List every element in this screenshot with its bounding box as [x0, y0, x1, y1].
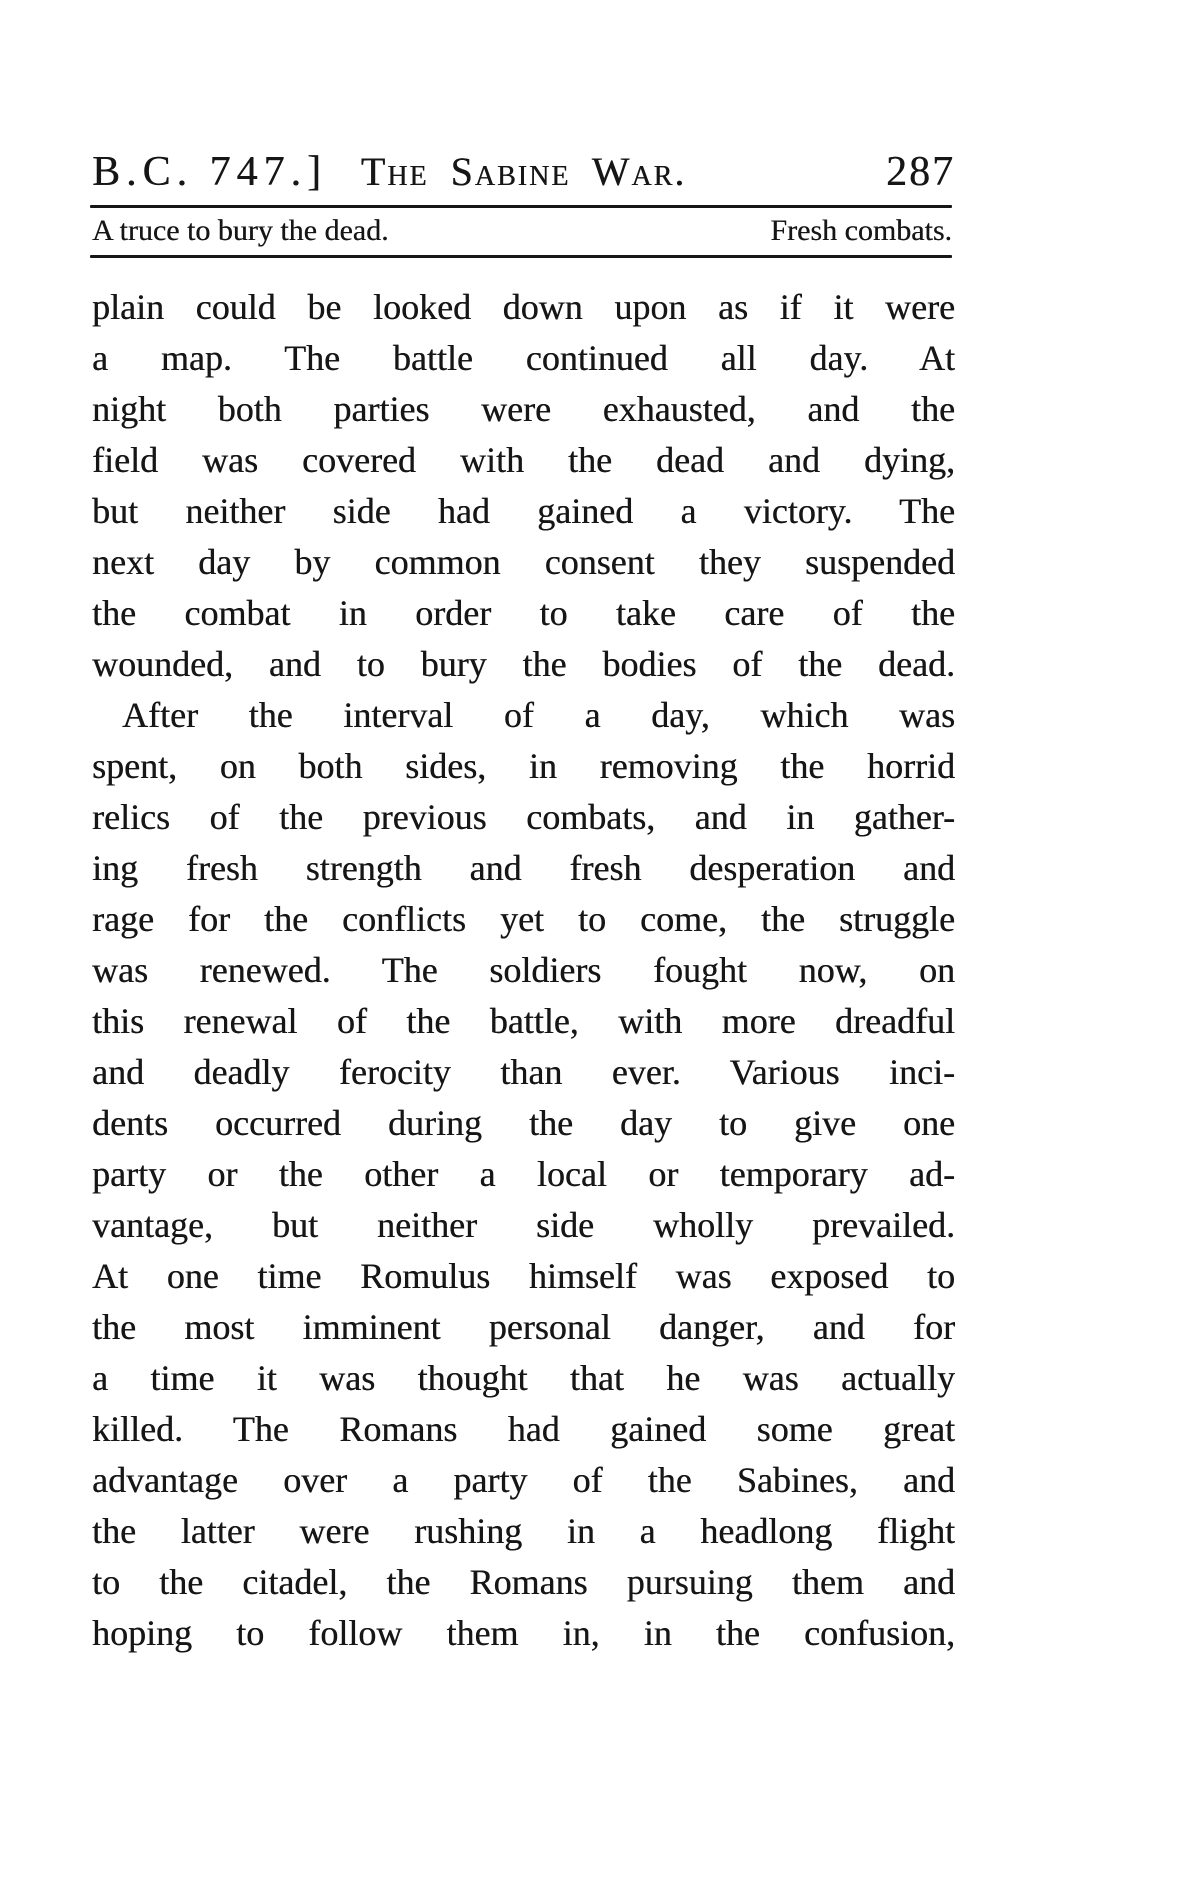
header-rule-top	[90, 205, 952, 208]
text-line: field was covered with the dead and dying,	[92, 440, 955, 480]
text-line: and deadly ferocity than ever. Various inci-	[92, 1052, 955, 1092]
text-line: the latter were rushing in a headlong flight	[92, 1511, 955, 1551]
text-line: relics of the previous combats, and in gather-	[92, 797, 955, 837]
text-line: At one time Romulus himself was exposed to	[92, 1256, 955, 1296]
text-line: killed. The Romans had gained some great	[92, 1409, 955, 1449]
text-line: to the citadel, the Romans pursuing them and	[92, 1562, 955, 1602]
text-line: but neither side had gained a victory. The	[92, 491, 955, 531]
header-rule-bottom	[90, 255, 952, 258]
text-line: ing fresh strength and fresh desperation and	[92, 848, 955, 888]
text-line: next day by common consent they suspended	[92, 542, 955, 582]
page-title: The Sabine War.	[360, 149, 687, 194]
text-line: party or the other a local or temporary ad-	[92, 1154, 955, 1194]
text-line: spent, on both sides, in removing the horrid	[92, 746, 955, 786]
text-line: a time it was thought that he was actually	[92, 1358, 955, 1398]
text-line: was renewed. The soldiers fought now, on	[92, 950, 955, 990]
text-line: rage for the conflicts yet to come, the struggle	[92, 899, 955, 939]
text-line: the combat in order to take care of the	[92, 593, 955, 633]
text-line: a map. The battle continued all day. At	[92, 338, 955, 378]
text-line: this renewal of the battle, with more dreadful	[92, 1001, 955, 1041]
header-era: B.C. 747.]	[92, 149, 328, 195]
text-line: night both parties were exhausted, and the	[92, 389, 955, 429]
summary-right: Fresh combats.	[770, 214, 952, 247]
text-line: the most imminent personal danger, and for	[92, 1307, 955, 1347]
text-line-paragraph-start: After the interval of a day, which was	[122, 695, 955, 735]
body-text	[92, 282, 955, 1659]
text-line: hoping to follow them in, in the confusion,	[92, 1613, 955, 1653]
text-line: wounded, and to bury the bodies of the dead.	[92, 644, 955, 684]
marginal-summary-row	[92, 213, 952, 249]
text-line: dents occurred during the day to give one	[92, 1103, 955, 1143]
text-line: plain could be looked down upon as if it were	[92, 287, 955, 327]
text-line: vantage, but neither side wholly prevailed.	[92, 1205, 955, 1245]
text-line: advantage over a party of the Sabines, and	[92, 1460, 955, 1500]
running-header	[92, 146, 955, 198]
page-number: 287	[886, 149, 955, 195]
summary-left: A truce to bury the dead.	[92, 214, 389, 247]
